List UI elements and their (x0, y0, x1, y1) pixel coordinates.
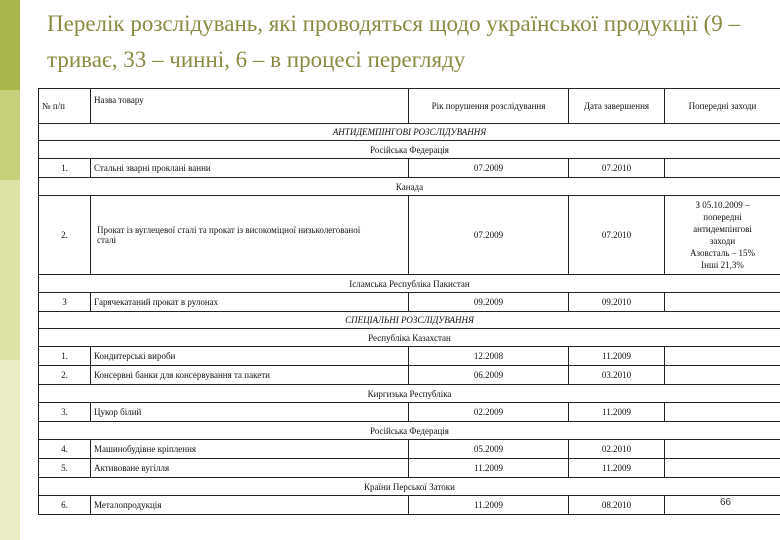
row-measures (665, 196, 780, 275)
row-measures (665, 459, 780, 478)
group-gulf-countries: Країни Перської Затоки (39, 478, 780, 496)
row-year: 06.2009 (409, 366, 569, 385)
header-measures: Попередні заходи (665, 89, 780, 124)
table-row (39, 496, 780, 515)
measures-line: попередні (703, 212, 742, 222)
row-end-date: 11.2009 (569, 459, 665, 478)
row-year: 09.2009 (409, 293, 569, 312)
row-product: Металопродукція (91, 496, 409, 515)
table-row (39, 366, 780, 385)
row-product: Стальні зварні проклані ванни (91, 159, 409, 178)
row-product: Гарячекатаний прокат в рулонах (91, 293, 409, 312)
section-antidumping: АНТИДЕМПІНГОВІ РОЗСЛІДУВАННЯ (39, 124, 780, 141)
table-row (39, 159, 780, 178)
side-bar-segment (0, 180, 20, 360)
row-num: 2. (39, 366, 91, 385)
table-row (39, 196, 780, 275)
decorative-side-bar (0, 0, 20, 540)
investigations-table (38, 88, 780, 515)
side-bar-segment (0, 90, 20, 180)
row-num: 1. (39, 347, 91, 366)
row-product: Активоване вугілля (91, 459, 409, 478)
row-product: Кондитерські вироби (91, 347, 409, 366)
row-num: 6. (39, 496, 91, 515)
row-product: Машинобудівне кріплення (91, 440, 409, 459)
group-pakistan: Ісламська Республіка Пакистан (39, 275, 780, 293)
row-measures (665, 159, 780, 178)
header-end-date: Дата завершення (569, 89, 665, 124)
row-measures (665, 347, 780, 366)
page-number: 66 (720, 497, 732, 508)
row-end-date: 03.2010 (569, 366, 665, 385)
header-num: № п/п (39, 89, 91, 124)
table-header-row (39, 89, 780, 124)
table-row (39, 403, 780, 422)
row-year: 12.2008 (409, 347, 569, 366)
row-num: 2. (39, 196, 91, 275)
measures-line: антидемпінгові (693, 224, 752, 234)
row-year: 02.2009 (409, 403, 569, 422)
row-measures (665, 440, 780, 459)
side-bar-segment (0, 0, 20, 90)
row-end-date: 07.2010 (569, 159, 665, 178)
row-num: 3 (39, 293, 91, 312)
group-kazakhstan: Республіка Казахстан (39, 329, 780, 347)
table-row (39, 347, 780, 366)
table-row (39, 440, 780, 459)
row-end-date: 11.2009 (569, 403, 665, 422)
row-measures (665, 366, 780, 385)
row-product: Цукор білий (91, 403, 409, 422)
table-row (39, 459, 780, 478)
row-year: 07.2009 (409, 159, 569, 178)
row-end-date: 09.2010 (569, 293, 665, 312)
section-special: СПЕЦІАЛЬНІ РОЗСЛІДУВАННЯ (39, 312, 780, 329)
row-year: 11.2009 (409, 496, 569, 515)
row-year: 05.2009 (409, 440, 569, 459)
row-measures (665, 293, 780, 312)
row-num: 5. (39, 459, 91, 478)
group-kyrgyzstan: Киргизька Республіка (39, 385, 780, 403)
row-end-date: 02.2010 (569, 440, 665, 459)
group-canada: Канада (39, 178, 780, 196)
header-year: Рік порушення розслідування (409, 89, 569, 124)
row-year: 07.2009 (409, 196, 569, 275)
row-end-date: 08.2010 (569, 496, 665, 515)
group-russia: Російська Федерація (39, 422, 780, 440)
measures-line: Інші 21,3% (701, 260, 744, 270)
row-end-date: 07.2010 (569, 196, 665, 275)
row-product: Консервні банки для консервування та пакети (91, 366, 409, 385)
group-russia: Російська Федерація (39, 141, 780, 159)
measures-line: Азовсталь – 15% (690, 248, 755, 258)
measures-line: З 05.10.2009 – (695, 200, 750, 210)
measures-line: заходи (709, 236, 736, 246)
table-row (39, 293, 780, 312)
row-measures (665, 403, 780, 422)
header-product: Назва товару (91, 89, 409, 124)
row-product: Прокат із вуглецевої сталі та прокат із високоміцної низьколегованої сталі (91, 196, 409, 275)
row-num: 4. (39, 440, 91, 459)
slide-title: Перелік розслідувань, які проводяться щодо української продукції (9 – триває, 33 – чинні, 6 – в процесі перегляду (47, 11, 741, 72)
row-year: 11.2009 (409, 459, 569, 478)
row-num: 1. (39, 159, 91, 178)
row-num: 3. (39, 403, 91, 422)
row-end-date: 11.2009 (569, 347, 665, 366)
side-bar-segment (0, 360, 20, 540)
